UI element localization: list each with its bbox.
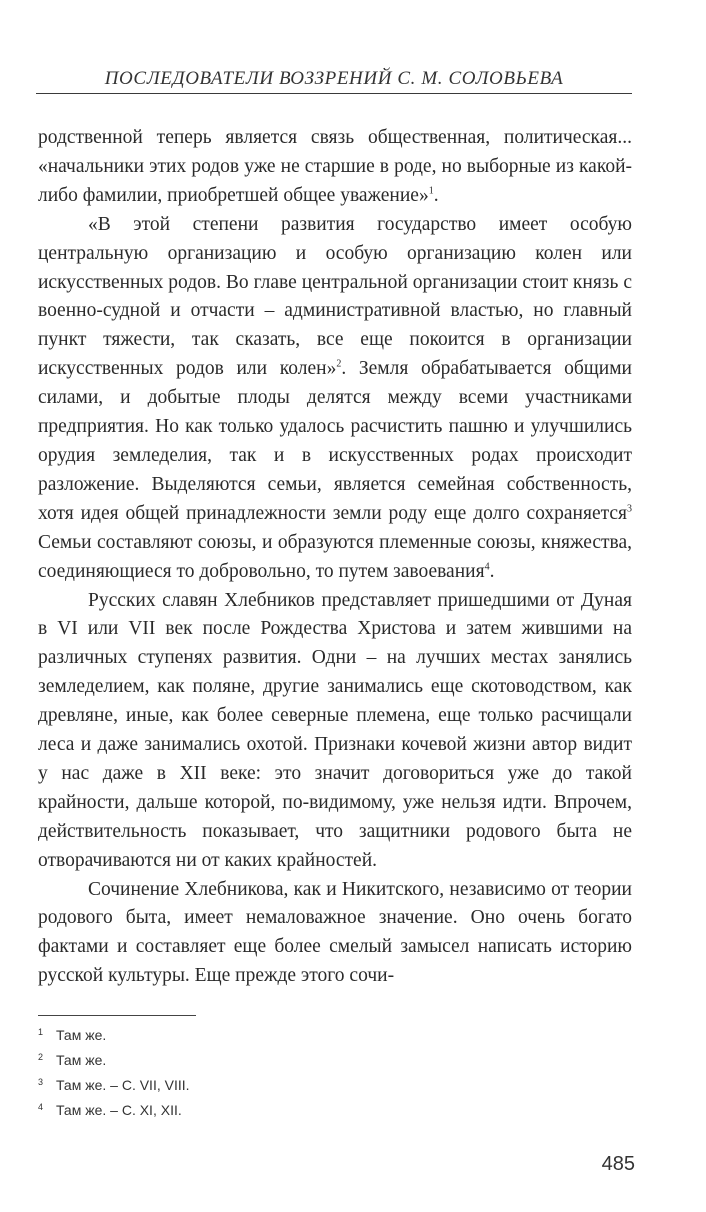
paragraph-1 (38, 124, 632, 211)
footnotes (38, 1020, 632, 1120)
footnote (38, 1020, 632, 1045)
footnote (38, 1070, 632, 1095)
running-header: ПОСЛЕДОВАТЕЛИ ВОЗЗРЕНИЙ С. М. СОЛОВЬЕВА (104, 68, 564, 89)
paragraph-2-part-b: . Земля обрабатывается общими силами, и добытые плоды делятся между всеми участниками предприятия. Но как только удалось расчистить пашню и улучшились орудия земледелия, так и в искусственных родах происходит разложение. Выделяются семьи, является семейная собственность, хотя идея общей принадлежности земли роду еще долго сохраняется (38, 358, 632, 524)
paragraph-2-part-d: . (489, 560, 495, 582)
main-text (38, 124, 632, 991)
paragraph-1-tail: . (433, 184, 439, 206)
header-rule (36, 93, 632, 94)
footnote-ref-3: 3 (627, 503, 632, 515)
footnote-text: Там же. – С. VII, VIII. (56, 1077, 190, 1093)
paragraph-2-part-c: Семьи составляют союзы, и образуются племенные союзы, княжества, соединяющиеся то добровольно, то путем завоевания (38, 531, 632, 582)
footnote (38, 1095, 632, 1120)
footnote-number: 4 (38, 1102, 44, 1112)
paragraph-2-part-a: «В этой степени развития государство имеет особую центральную организацию и особую организацию колен или искусственных родов. Во главе центральной организации стоит князь с военно-судной и отчасти – административной властью, но главный пункт тяжести, так сказать, все еще покоится в организации искусственных родов или колен» (38, 213, 632, 380)
paragraph-2 (38, 211, 632, 587)
paragraph-3: Русских славян Хлебников представляет пришедшими от Дуная в VI или VII век после Рождества Христова и затем жившими на различных ступенях развития. Одни – на лучших местах занялись земледелием, как поляне, другие занимались еще скотоводством, как древляне, иные, как более северные племена, еще только расчищали леса и даже занимались охотой. Признаки кочевой жизни автор видит у нас даже в XII веке: это значит договориться уже до такой крайности, дальше которой, по-видимому, уже нельзя идти. Впрочем, действительность показывает, что защитники родового быта не отворачиваются ни от каких крайностей. (38, 589, 632, 871)
footnote (38, 1045, 632, 1070)
footnote-ref-1: 1 (428, 185, 434, 197)
footnote-text: Там же. (56, 1027, 107, 1043)
footnote-rule (38, 1015, 196, 1016)
footnote-number: 1 (38, 1027, 44, 1037)
footnote-text: Там же. – С. XI, XII. (56, 1102, 182, 1118)
footnote-number: 2 (38, 1052, 44, 1062)
footnote-ref-4: 4 (484, 561, 490, 573)
footnote-number: 3 (38, 1077, 44, 1087)
page-number: 485 (601, 1153, 635, 1175)
paragraph-4: Сочинение Хлебникова, как и Никитского, независимо от теории родового быта, имеет немаловажное значение. Оно очень богато фактами и составляет еще более смелый замысел написать историю русской культуры. Еще прежде этого сочи- (38, 878, 632, 987)
footnote-ref-2: 2 (336, 358, 342, 370)
paragraph-1-text: родственной теперь является связь общественная, политическая... «начальники этих родов уже не старшие в роде, но выборные из какой-либо фамилии, приобретшей общее уважение» (38, 127, 632, 206)
footnote-text: Там же. (56, 1052, 107, 1068)
